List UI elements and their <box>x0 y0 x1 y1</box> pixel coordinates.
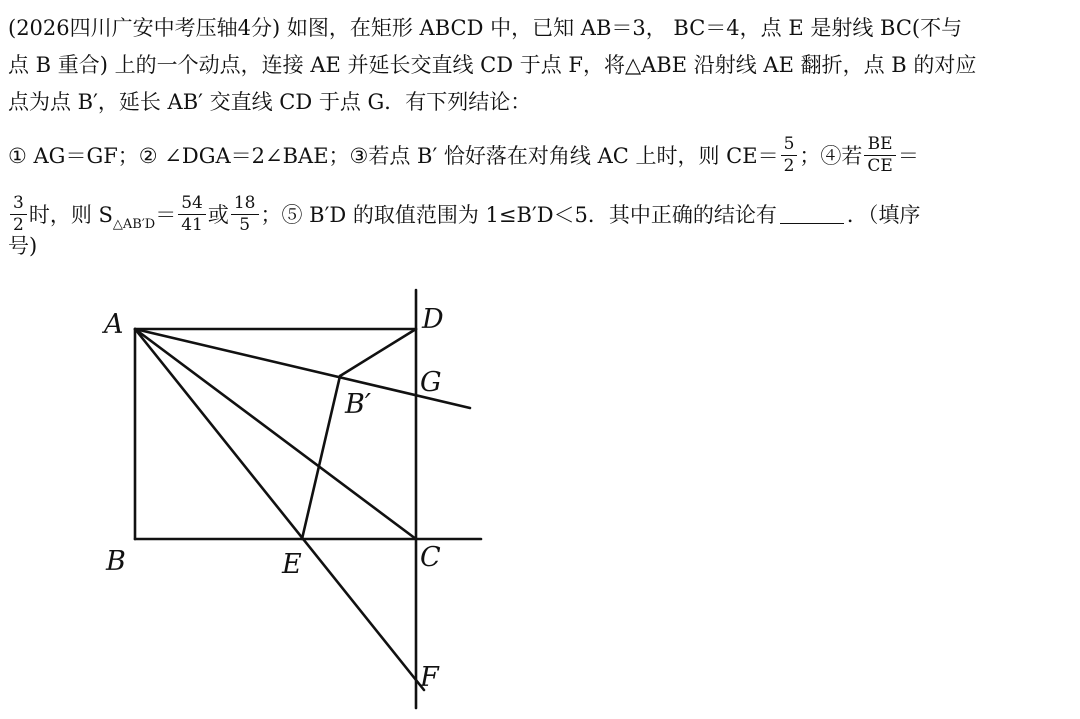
line-ae-to-f <box>135 329 424 690</box>
fraction-be-over-ce: $\frac{BE}{CE}$ <box>864 136 895 175</box>
conclusions-1-3-text: ① AG＝GF；② ∠DGA＝2∠BAE；③若点 B′ 恰好落在对角线 AC 上时，则 CE＝ <box>8 144 779 168</box>
equals-sign: ＝ <box>897 144 919 168</box>
problem-line-1: (2026四川广安中考压轴4分) 如图，在矩形 ABCD 中，已知 AB＝3， BC＝4，点 E 是射线 BC(不与 <box>8 16 963 40</box>
diagonal-ac <box>135 329 416 539</box>
conclusion-4-text: ；④若 <box>799 144 863 168</box>
problem-line-3: 点为点 B′，延长 AB′ 交直线 CD 于点 G．有下列结论： <box>8 90 532 114</box>
label-b: B <box>106 546 126 577</box>
label-a: A <box>104 309 124 340</box>
segment-b-prime-d <box>340 329 416 376</box>
label-g: G <box>420 367 442 398</box>
label-f: F <box>420 662 439 693</box>
fill-in-instruction: ．（填序 <box>846 203 921 227</box>
area-subscript: △AB′D <box>112 217 156 232</box>
label-b-prime: B′ <box>345 389 371 420</box>
label-c: C <box>420 542 441 573</box>
or-text: 或 <box>207 203 229 227</box>
conclusion-5-text: ；⑤ B′D 的取值范围为 1≤B′D＜5．其中正确的结论有 <box>260 203 777 227</box>
label-d: D <box>422 304 444 335</box>
fraction-18-over-5: $\frac{18}{5}$ <box>231 195 259 234</box>
area-equals: ＝ <box>155 203 177 227</box>
fraction-3-over-2: $\frac{3}{2}$ <box>10 195 27 234</box>
fraction-54-over-41: $\frac{54}{41}$ <box>178 195 206 234</box>
area-text: 时，则 S <box>28 203 113 227</box>
label-e: E <box>282 549 302 580</box>
problem-line-6: 号) <box>8 234 38 258</box>
problem-line-2: 点 B 重合) 上的一个动点，连接 AE 并延长交直线 CD 于点 F，将△ABE 沿射线 AE 翻折，点 B 的对应 <box>8 53 977 77</box>
fraction-5-over-2: $\frac{5}{2}$ <box>781 136 798 175</box>
